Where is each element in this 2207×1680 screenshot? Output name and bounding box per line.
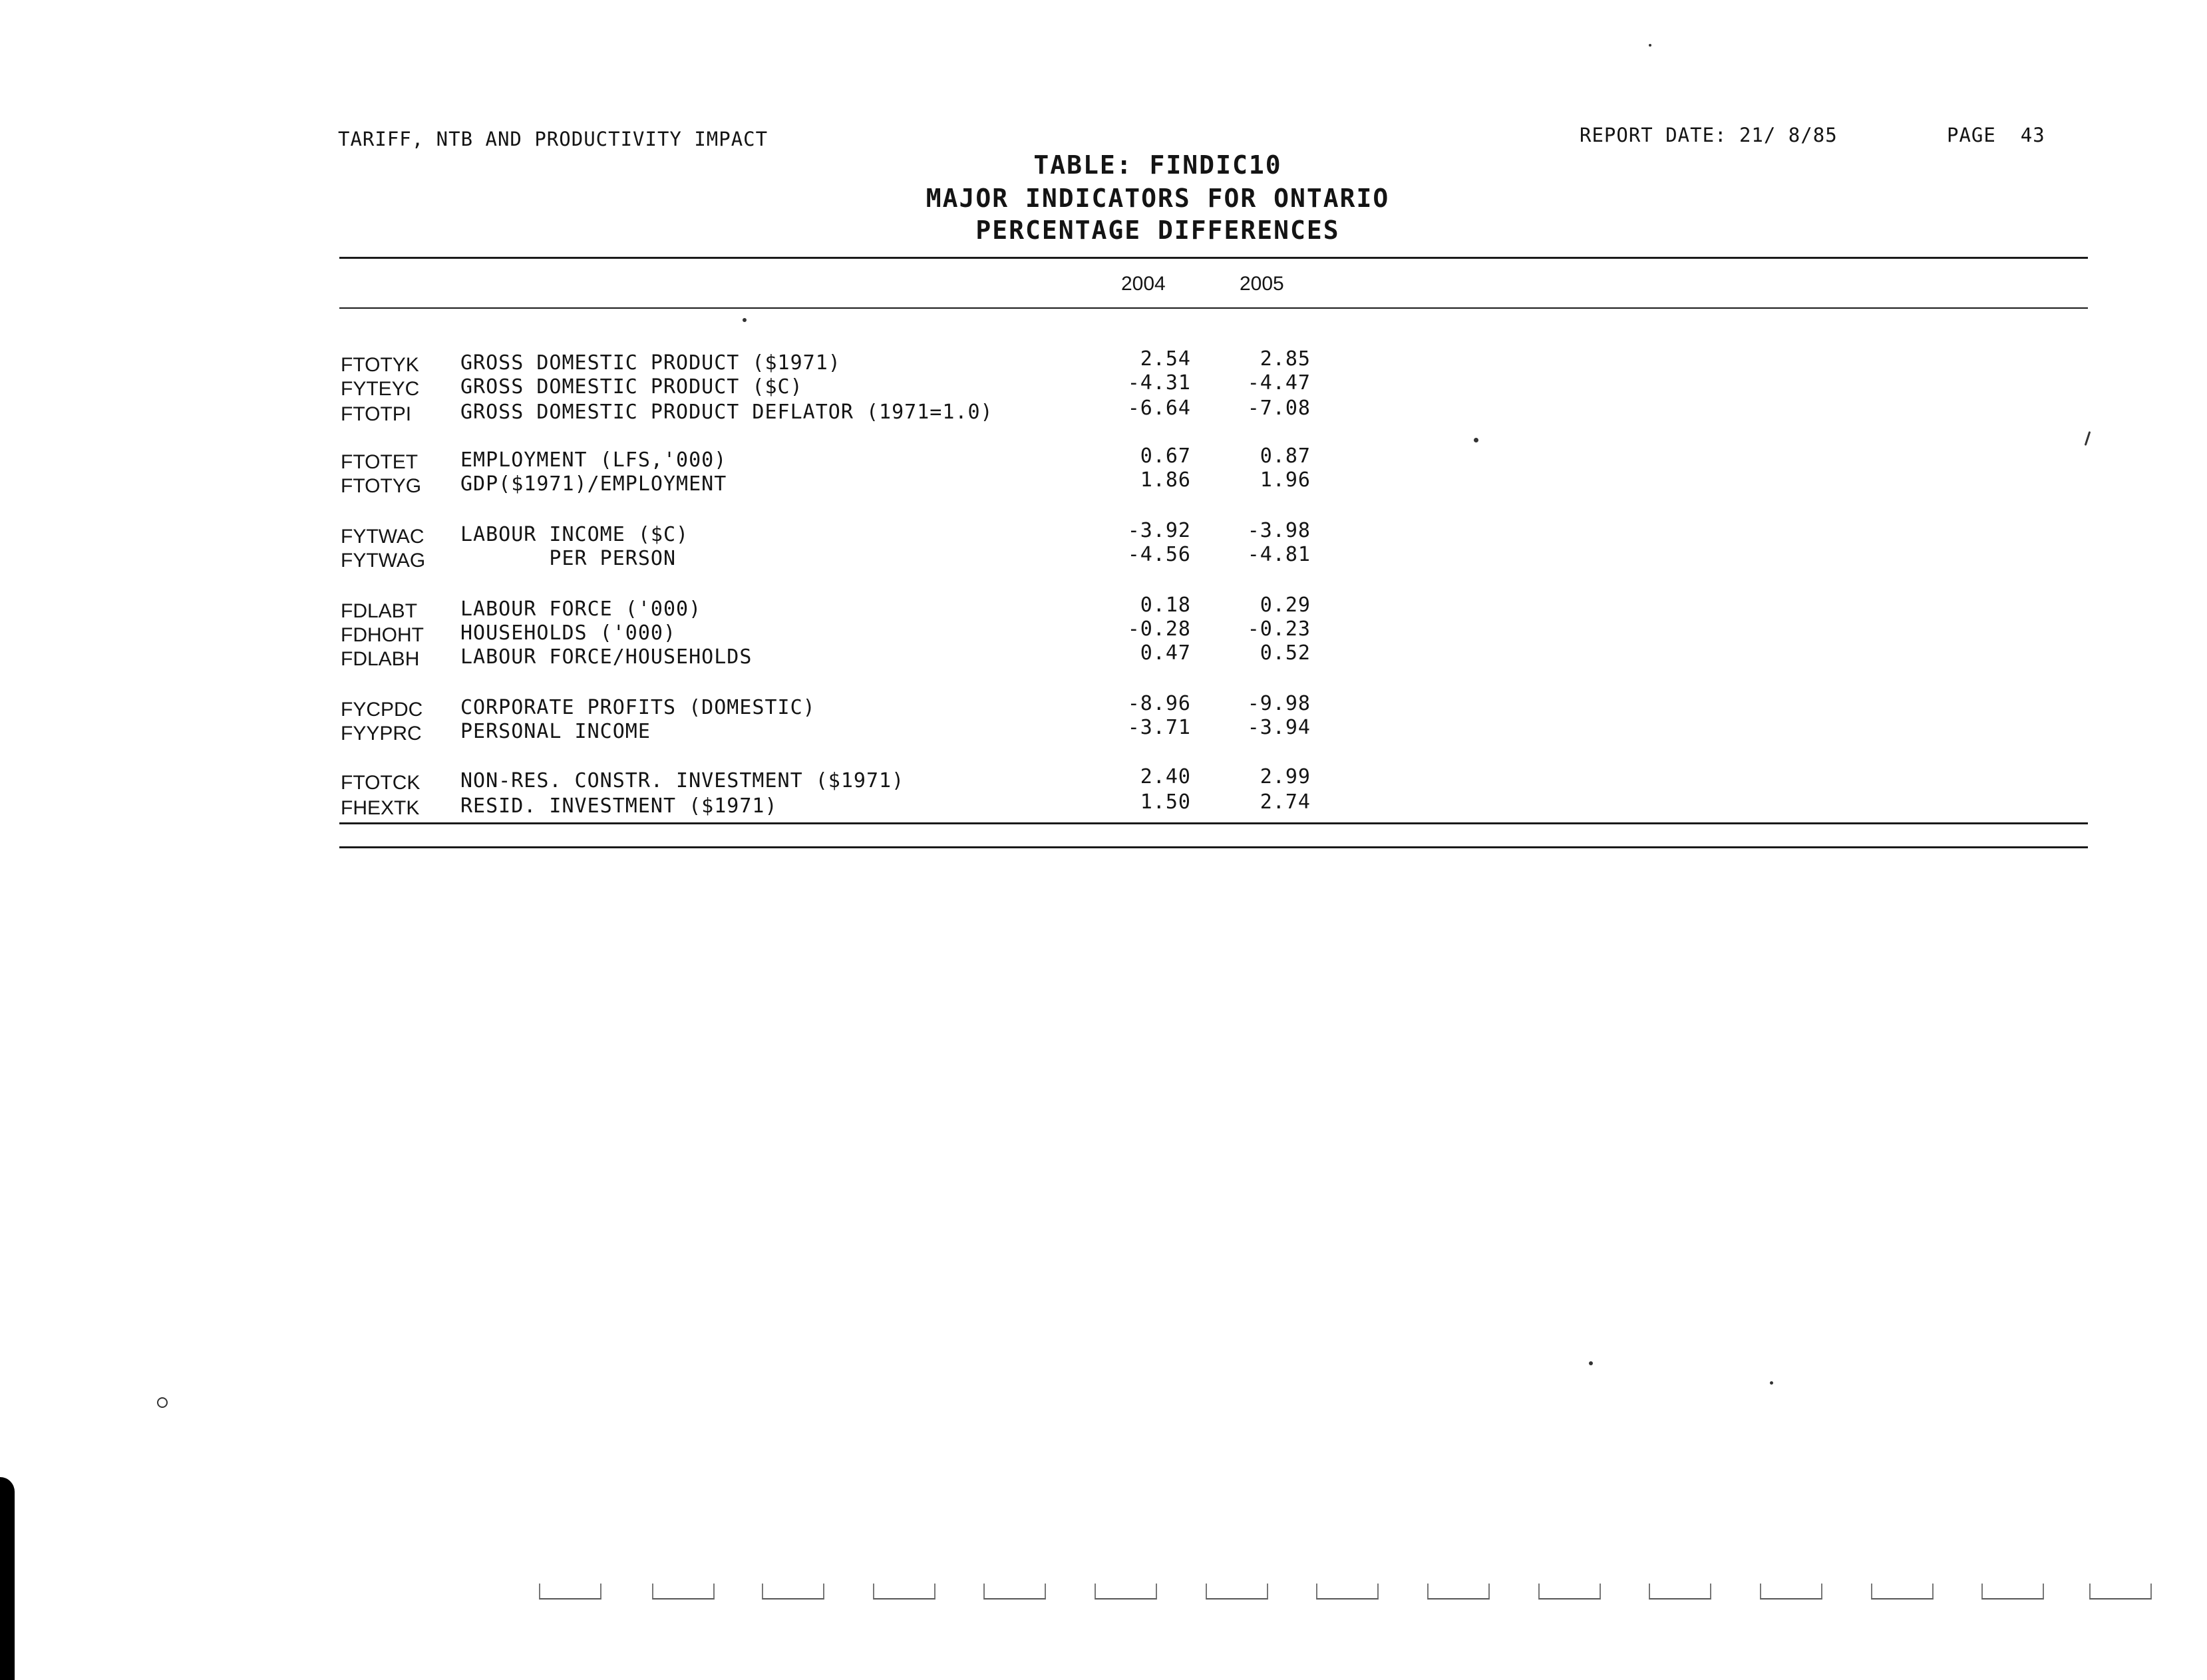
row-value-2004: -8.96 [1127,692,1191,715]
row-code: FTOTPI [341,403,412,425]
row-label: NON-RES. CONSTR. INVESTMENT ($1971) [460,769,905,792]
scan-speck [1589,1361,1593,1365]
perforation-mark [1427,1584,1490,1599]
row-label: LABOUR INCOME ($C) [460,523,689,546]
report-title: TARIFF, NTB AND PRODUCTIVITY IMPACT [338,128,768,150]
row-value-2004: -0.28 [1127,617,1191,641]
row-code: FYCPDC [341,699,423,721]
row-value-2005: -0.23 [1247,617,1311,641]
scan-speck [743,318,747,322]
row-value-2005: 0.52 [1260,641,1311,665]
row-label: PER PERSON [460,547,677,570]
perforation-mark [873,1584,935,1599]
row-value-2005: 2.85 [1260,347,1311,371]
perforation-mark [1206,1584,1268,1599]
perforation-mark [1316,1584,1379,1599]
column-header-2004: 2004 [1121,273,1166,295]
page-number: PAGE 43 [1947,124,2045,146]
row-label: EMPLOYMENT (LFS,'000) [460,448,727,472]
perforation-mark [1649,1584,1711,1599]
perforation-mark [1095,1584,1157,1599]
row-value-2004: 2.40 [1140,765,1191,788]
scan-speck [1474,438,1478,442]
column-header-2005: 2005 [1240,273,1284,295]
scan-page-edge [0,1477,15,1680]
scan-speck [157,1397,168,1408]
row-value-2005: -3.98 [1247,519,1311,542]
row-label: PERSONAL INCOME [460,720,651,743]
row-value-2004: 1.86 [1140,468,1191,492]
row-label: GROSS DOMESTIC PRODUCT ($1971) [460,351,841,375]
row-value-2004: -4.56 [1127,543,1191,566]
header-rule [339,307,2088,309]
row-value-2005: 2.74 [1260,790,1311,814]
row-label: HOUSEHOLDS ('000) [460,621,677,645]
perforation-mark [1871,1584,1934,1599]
table-caption: PERCENTAGE DIFFERENCES [975,216,1340,245]
bottom-rule-2 [339,846,2088,848]
perforation-mark [983,1584,1046,1599]
report-date: REPORT DATE: 21/ 8/85 [1580,124,1838,146]
row-value-2004: -6.64 [1127,397,1191,420]
row-code: FYTWAC [341,526,424,548]
row-value-2004: 0.18 [1140,593,1191,617]
row-value-2004: -3.71 [1127,716,1191,739]
row-value-2005: 0.29 [1260,593,1311,617]
row-label: LABOUR FORCE ('000) [460,597,702,621]
row-label: GDP($1971)/EMPLOYMENT [460,472,727,496]
scan-speck [1649,44,1651,47]
row-value-2005: -7.08 [1247,397,1311,420]
perforation-mark [1981,1584,2044,1599]
row-code: FTOTYG [341,475,422,497]
row-code: FYTEYC [341,378,420,400]
scan-speck [2085,431,2091,446]
row-code: FDLABH [341,648,420,670]
row-code: FYTWAG [341,550,426,572]
perforation-mark [539,1584,601,1599]
row-value-2004: 0.67 [1140,444,1191,468]
row-label: RESID. INVESTMENT ($1971) [460,794,778,818]
row-value-2005: -4.81 [1247,543,1311,566]
row-value-2004: 1.50 [1140,790,1191,814]
row-code: FTOTET [341,451,419,473]
row-code: FTOTCK [341,772,421,794]
row-code: FDHOHT [341,624,424,646]
row-code: FHEXTK [341,797,420,819]
row-value-2005: -3.94 [1247,716,1311,739]
perforation-mark [652,1584,715,1599]
top-rule [339,257,2088,259]
row-value-2004: -4.31 [1127,371,1191,395]
row-label: GROSS DOMESTIC PRODUCT DEFLATOR (1971=1.0) [460,401,993,424]
table-title: TABLE: FINDIC10 [1033,150,1282,180]
perforation-mark [1538,1584,1601,1599]
row-value-2005: 2.99 [1260,765,1311,788]
row-value-2005: 1.96 [1260,468,1311,492]
row-code: FTOTYK [341,354,419,376]
row-label: CORPORATE PROFITS (DOMESTIC) [460,696,816,719]
row-code: FYYPRC [341,723,422,745]
perforation-mark [762,1584,824,1599]
perforation-mark [1760,1584,1822,1599]
row-value-2004: 0.47 [1140,641,1191,665]
perforation-mark [2089,1584,2152,1599]
row-value-2005: -9.98 [1247,692,1311,715]
row-value-2004: 2.54 [1140,347,1191,371]
scan-speck [1770,1381,1773,1385]
row-label: LABOUR FORCE/HOUSEHOLDS [460,645,753,669]
row-value-2004: -3.92 [1127,519,1191,542]
row-code: FDLABT [341,600,418,622]
bottom-rule-1 [339,822,2088,824]
table-subtitle: MAJOR INDICATORS FOR ONTARIO [926,184,1390,213]
row-label: GROSS DOMESTIC PRODUCT ($C) [460,375,803,399]
row-value-2005: -4.47 [1247,371,1311,395]
row-value-2005: 0.87 [1260,444,1311,468]
